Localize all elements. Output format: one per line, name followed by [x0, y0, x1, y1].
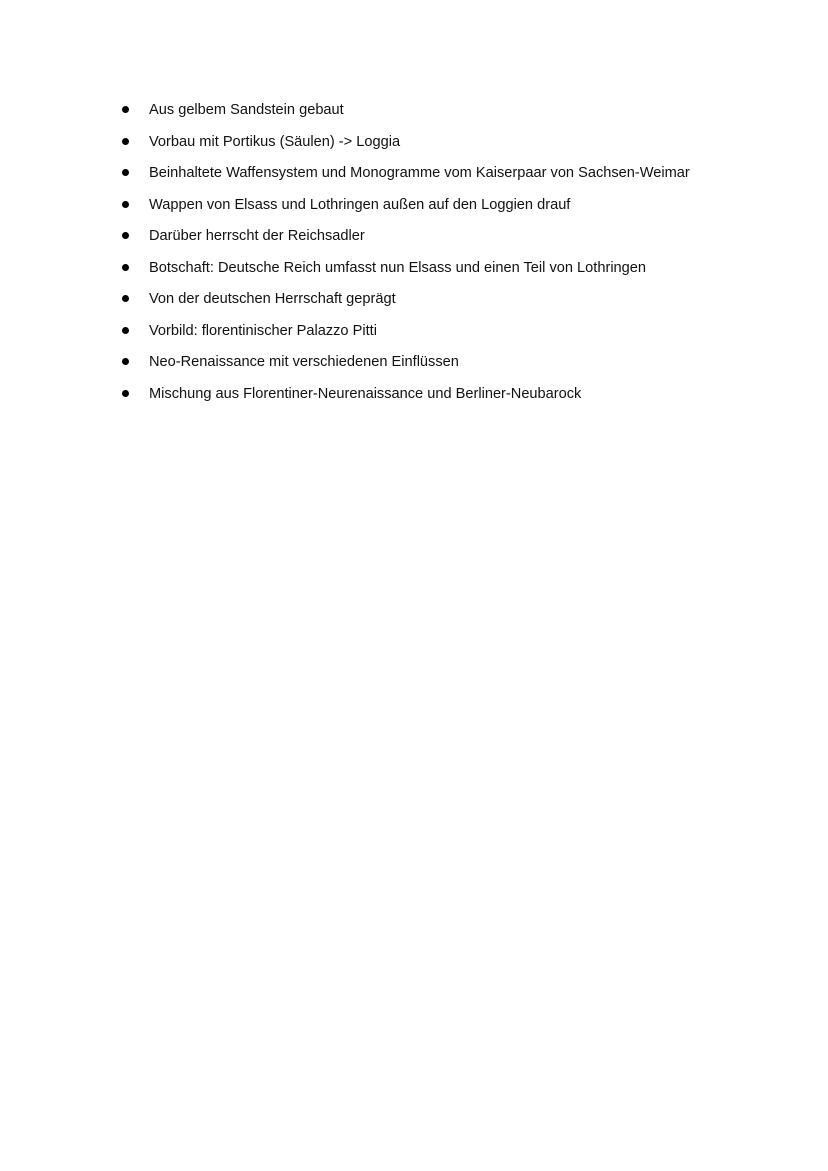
list-item-text: Neo-Renaissance mit verschiedenen Einflüssen [149, 354, 459, 370]
bullet-dot-icon [122, 201, 129, 208]
list-item-text: Botschaft: Deutsche Reich umfasst nun Elsass und einen Teil von Lothringen [149, 259, 647, 276]
bullet-dot-icon [122, 327, 129, 334]
list-item-text: Darüber herrscht der Reichsadler [149, 228, 365, 244]
list-item-text: Wappen von Elsass und Lothringen außen auf den Loggien drauf [149, 196, 571, 213]
bullet-dot-icon [122, 390, 129, 397]
bullet-dot-icon [122, 295, 129, 302]
list-item-text: Aus gelbem Sandstein gebaut [149, 102, 344, 118]
bullet-dot-icon [122, 138, 129, 145]
list-item-text: Von der deutschen Herrschaft geprägt [149, 291, 396, 307]
list-item-text: Beinhaltete Waffensystem und Monogramme vom Kaiserpaar von Sachsen-Weimar [149, 165, 690, 181]
list-item-text: Vorbild: florentinischer Palazzo Pitti [149, 322, 377, 339]
bullet-dot-icon [122, 358, 129, 365]
bullet-dot-icon [122, 232, 129, 239]
list-item-text: Mischung aus Florentiner-Neurenaissance und Berliner-Neubarock [149, 385, 582, 402]
bullet-dot-icon [122, 264, 129, 271]
bullet-dot-icon [122, 169, 129, 176]
bullet-dot-icon [122, 106, 129, 113]
list-item-text: Vorbau mit Portikus (Säulen) -> Loggia [149, 133, 401, 150]
